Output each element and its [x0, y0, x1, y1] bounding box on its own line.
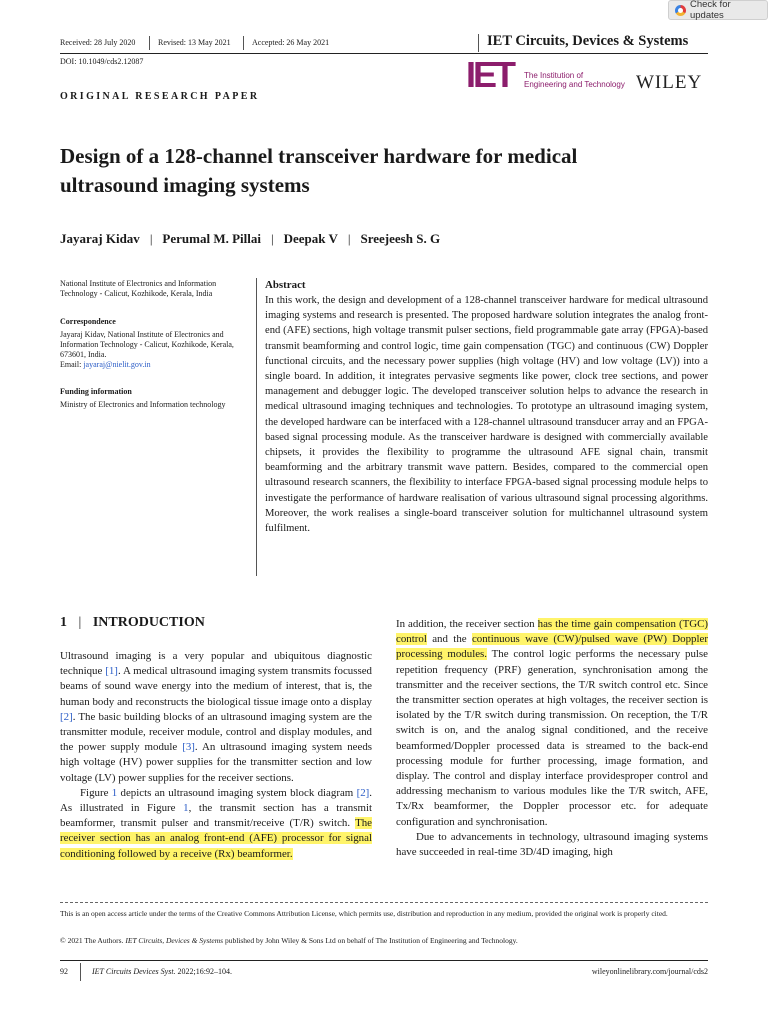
author-separator: | [347, 231, 351, 246]
funding-heading: Funding information [60, 387, 132, 396]
highlighted-text[interactable]: has the time gain compensation (TGC) control [396, 618, 708, 646]
intro-paragraph-1: Ultrasound imaging is a very popular and ubiquitous diagnostic technique [1]. A medical ultrasound imaging system transmits focussed beams of sound wave energy into the medium of interest, that is, the human body and reconstructs the biological tissue image onto a display [2]. The basic building blocks of an ultrasound imaging system are the transmitter module, receiver module, control and display modules, and the power supply module [3]. An ultrasound imaging system needs high voltage (HV) power supplies for the transmitter section and low voltage (LV) power supplies for the receiver sections. [60, 650, 373, 784]
author-separator: | [149, 231, 153, 246]
email-link[interactable]: jayaraj@nielit.gov.in [83, 360, 151, 369]
iet-org-line2: Engineering and Technology [524, 80, 625, 89]
intro-paragraph-4: Due to advancements in technology, ultrasound imaging systems have succeeded in real-time 3D/4D imaging, high [396, 830, 708, 859]
doi: DOI: 10.1049/cds2.12087 [60, 57, 144, 66]
abstract-heading: Abstract [265, 279, 306, 291]
author-list [60, 231, 440, 247]
highlighted-text[interactable]: The receiver section has an analog front-end (AFE) processor for signal conditioning followed by a receive (Rx) beamformer. [60, 817, 372, 860]
author-name[interactable]: Jayaraj Kidav [60, 231, 140, 246]
revised-date: Revised: 13 May 2021 [158, 38, 231, 47]
license-note: This is an open access article under the terms of the Creative Commons Attribution License, which permits use, distribution and reproduction in any medium, provided the original work is properly cited. [60, 909, 668, 918]
highlighted-text[interactable]: continuous wave (CW)/pulsed wave (PW) Doppler processing modules. [396, 633, 708, 661]
author-name[interactable]: Deepak V [283, 231, 338, 246]
header-divider [149, 36, 150, 50]
title-line-2: ultrasound imaging systems [60, 173, 310, 197]
intro-right-column [396, 617, 708, 860]
crossmark-icon [675, 5, 686, 16]
check-for-updates-label: Check for updates [689, 0, 731, 21]
section-title: INTRODUCTION [92, 615, 205, 630]
citation-link[interactable]: [3] [182, 741, 195, 754]
citation-link[interactable]: [2] [356, 786, 370, 799]
author-separator: | [270, 231, 274, 246]
header-divider [243, 36, 244, 50]
journal-name: IET Circuits, Devices & Systems [487, 33, 689, 49]
heading-separator: | [78, 615, 82, 630]
iet-org-name [524, 71, 625, 89]
figure-link[interactable]: 1 [111, 786, 118, 799]
affiliation: National Institute of Electronics and Information Technology - Calicut, Kozhikode, Kerala, India [60, 279, 217, 298]
sidebar [60, 279, 250, 410]
header-divider [478, 34, 479, 52]
iet-logo: IET [466, 54, 514, 95]
article-title [60, 142, 700, 200]
header-rule [60, 53, 708, 54]
funding-text: Ministry of Electronics and Information technology [60, 400, 226, 409]
correspondence-text: Jayaraj Kidav, National Institute of Electronics and Information Technology - Calicut, Kozhikode, Kerala, 673601, India. [60, 330, 234, 359]
title-line-1: Design of a 128-channel transceiver hardware for medical [60, 144, 578, 168]
wiley-logo: WILEY [636, 72, 703, 93]
section-label: ORIGINAL RESEARCH PAPER [60, 91, 260, 102]
email-line [60, 360, 250, 370]
author-name[interactable]: Sreejeesh S. G [360, 231, 441, 246]
abstract-text: In this work, the design and development of a 128-channel transceiver hardware for medical ultrasound imaging systems and research is presented. The proposed hardware solution integrates the analog front-end (AFE) sections, high voltage transmit pulser sections, field programmable gate array (FPGA)-based transmit beamforming and control logic, time gain compensation (TGC) and continuous (CW) Doppler functional circuits, and the necessary power supplies (high voltage (HV) and low voltage (LV)) into a single board. In addition, it integrates pervasive segments like power, clock tree sections, and power management and debugger logic. The developed transceiver solution helps to advance the research in medical ultrasound imaging techniques and technologies. To prototype an ultrasound imaging system, the developed hardware can be interfaced with a 128-channel ultrasound transducer array and an FPGA-based signal processing module. As the transceiver hardware is designed with commercially available chipsets, it provides the flexibility to programme the ultrasound AFE signal chain, transmit beamforming and the arbitrary transmit wave pattern. Besides, compared to the commercial open ultrasound research scanners, the flexibility to interface FPGA-based signal processing module helps to investigate the performance of hardware realisation of various ultrasound signal processing algorithms. Moreover, the work realises a single-board transceiver solution for multichannel ultrasound system fulfilment. [265, 295, 708, 535]
copyright-note: © 2021 The Authors. IET Circuits, Devices & Systems published by John Wiley & Sons Ltd on behalf of The Institution of Engineering and Technology. [60, 936, 518, 945]
email-label: Email: [60, 360, 82, 369]
figure-link[interactable]: 1 [183, 802, 189, 815]
footer-rule [60, 960, 708, 961]
accepted-date: Accepted: 26 May 2021 [252, 38, 330, 47]
footnote-rule [60, 902, 708, 903]
intro-paragraph-3: In addition, the receiver section has the time gain compensation (TGC) control and the continuous wave (CW)/pulsed wave (PW) Doppler processing modules. The control logic performs the necessary pulse repetition frequency (PRF) generation, synchronisation among the transmitter and the receiver sections, the T/R switch control etc. Since the transmitter section operates at high voltages, the receiver section is isolated by the T/R switch during transmission. On reception, the T/R switch is on, and the analog signal conditioned, and the receive beamformed/Doppler processed data is streamed to the back-end processing module for further processing, image formation, and display. The control and display interface providesproper control and addressing mechanism to various modules like the T/R switch, AFE, Tx/Rx beamformer, the Doppler processor etc. for adequate configuration and synchronisation. [396, 618, 708, 828]
received-date: Received: 28 July 2020 [60, 38, 136, 47]
check-for-updates-button[interactable] [668, 0, 768, 20]
page-number: 92 [60, 967, 68, 976]
section-heading [60, 615, 205, 631]
journal-url[interactable]: wileyonlinelibrary.com/journal/cds2 [591, 967, 708, 976]
intro-left-column [60, 649, 372, 862]
citation-link[interactable]: [2] [60, 710, 73, 723]
author-name[interactable]: Perumal M. Pillai [162, 231, 261, 246]
intro-paragraph-2: Figure 1 depicts an ultrasound imaging system block diagram [2]. As illustrated in Figure 1, the transmit section has a transmit beamformer, transmit pulser and transmit/receive (T/R) switch. The receiver section has an analog front-end (AFE) processor for signal conditioning followed by a receive (Rx) beamformer. [60, 786, 372, 860]
abstract-divider [256, 278, 257, 576]
iet-org-line1: The Institution of [524, 71, 584, 80]
correspondence-heading: Correspondence [60, 317, 116, 326]
footer-divider [80, 963, 81, 981]
citation-link[interactable]: [1] [105, 665, 118, 678]
citation-info: IET Circuits Devices Syst. 2022;16:92–104. [92, 967, 232, 976]
section-number: 1 [60, 615, 67, 630]
